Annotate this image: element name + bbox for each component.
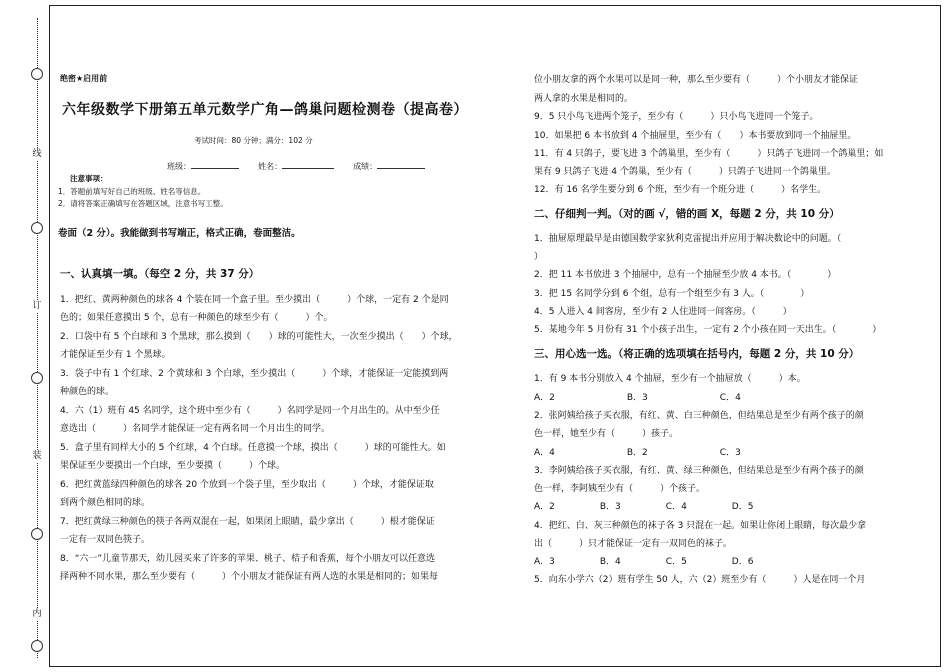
question-line: 12．有 16 名学生要分到 6 个班，至少有一个班分进（ ）名学生。 <box>534 185 827 195</box>
question-line: 10．如果把 6 本书放到 4 个抽屉里，至少有（ ）本书要放到同一个抽屉里。 <box>534 131 857 141</box>
question-line: 才能保证至少有 1 个黑球。 <box>60 350 171 360</box>
question-line: 3．李阿姨给孩子买衣服，有红、黄、绿三种颜色，但结果总是至少有两个孩子的颜 <box>534 466 864 476</box>
exam-title: 六年级数学下册第五单元数学广角—鸽巢问题检测卷（提高卷） <box>62 102 468 118</box>
question-line: 色一样，她至少有（ ）孩子。 <box>534 429 679 439</box>
question-line: 2．口袋中有 5 个白球和 3 个黑球，那么摸到（ ）球的可能性大，一次至少摸出（ ）个球， <box>60 332 458 342</box>
question-line: 5．某地今年 5 月份有 31 个小孩子出生，一定有 2 个小孩在同一天出生。（ ） <box>534 325 882 335</box>
exam-info: 考试时间：80 分钟；满分：102 分 <box>194 136 313 145</box>
question-line: 7．把红黄绿三种颜色的筷子各两双混在一起，如果闭上眼睛，最少拿出（ ）根才能保证 <box>60 517 435 527</box>
question-line: 5．向东小学六（2）班有学生 50 人，六（2）班至少有（ ）人是在同一个月 <box>534 575 866 585</box>
question-line: 果保证至少要摸出一个白球，至少要摸（ ）个球。 <box>60 461 286 471</box>
option-row: A．2 B．3 C．4 <box>534 393 741 403</box>
question-line: ） <box>534 252 544 262</box>
question-line: 果有 9 只鸽子飞进 4 个鸽巢，至少有（ ）只鸽子飞进同一个鸽巢里。 <box>534 167 836 177</box>
question-line: 4．5 人进入 4 间客房，至少有 2 人住进同一间客房。（ ） <box>534 307 792 317</box>
binding-char-ding: 订 <box>29 300 45 312</box>
score-field[interactable] <box>377 159 425 169</box>
neat-writing-note: 卷面（2 分）。我能做到书写端正，格式正确，卷面整洁。 <box>58 228 301 239</box>
binding-circle <box>31 528 43 540</box>
binding-circle <box>31 68 43 80</box>
binding-margin <box>25 10 47 660</box>
section-2-heading: 二、仔细判一判。（对的画 √，错的画 X，每题 2 分，共 10 分） <box>534 208 840 220</box>
class-label: 班级： <box>167 162 191 171</box>
question-line: 4．把红、白、灰三种颜色的袜子各 3 只混在一起。如果让你闭上眼睛，每次最少拿 <box>534 521 867 531</box>
binding-char-zhuang: 装 <box>29 450 45 462</box>
binding-char-nei: 内 <box>29 608 45 620</box>
question-line: 2．张阿姨给孩子买衣服，有红、黄、白三种颜色，但结果总是至少有两个孩子的颜 <box>534 411 864 421</box>
name-field[interactable] <box>282 159 334 169</box>
binding-circle <box>31 372 43 384</box>
question-line: 两人拿的水果是相同的。 <box>534 94 634 104</box>
student-info-row <box>167 159 425 173</box>
question-line: 择两种不同水果，那么至少要有（ ）个小朋友才能保证有两人选的水果是相同的；如果每 <box>60 572 439 582</box>
question-line: 4．六（1）班有 45 名同学，这个班中至少有（ ）名同学是同一个月出生的。从中至少任 <box>60 406 440 416</box>
section-3-heading: 三、用心选一选。（将正确的选项填在括号内，每题 2 分，共 10 分） <box>534 348 860 360</box>
question-line: 意选出（ ）名同学才能保证一定有两名同一个月出生的同学。 <box>60 424 331 434</box>
question-line: 种颜色的球。 <box>60 387 115 397</box>
binding-circle <box>31 640 43 652</box>
name-label: 姓名： <box>258 162 283 171</box>
question-line: 3．把 15 名同学分到 6 个组，总有一个组至少有 3 人。（ ） <box>534 289 810 299</box>
secret-label: 绝密★启用前 <box>60 74 108 83</box>
question-line: 一定有一双同色筷子。 <box>60 535 151 545</box>
option-row: A．4 B．2 C．3 <box>534 448 741 458</box>
question-line: 5．盒子里有同样大小的 5 个红球，4 个白球。任意摸一个球，摸出（ ）球的可能性大。如 <box>60 443 446 453</box>
question-line: 11．有 4 只鸽子，要飞进 3 个鸽巢里，至少有（ ）只鸽子飞进同一个鸽巢里；如 <box>534 149 884 159</box>
question-line: 位小朋友拿的两个水果可以是同一种，那么至少要有（ ）个小朋友才能保证 <box>534 75 859 85</box>
question-line: 到两个颜色相同的球。 <box>60 498 151 508</box>
question-line: 1．抽屉原理最早是由德国数学家狄利克雷提出并应用于解决数论中的问题。（ <box>534 234 842 244</box>
question-line: 9．5 只小鸟飞进两个笼子，至少有（ ）只小鸟飞进同一个笼子。 <box>534 112 819 122</box>
question-line: 色一样，李阿姨至少有（ ）个孩子。 <box>534 484 706 494</box>
question-line: 8．“六一”儿童节那天，幼儿园买来了许多的苹果、桃子、桔子和香蕉，每个小朋友可以任意选 <box>60 554 436 564</box>
option-row: A．2 B．3 C．4 D．5 <box>534 502 754 512</box>
question-line: 1．把红、黄两种颜色的球各 4 个装在同一个盒子里。至少摸出（ ）个球，一定有 2 个是同 <box>60 295 449 305</box>
notice-item: 2．请将答案正确填写在答题区域，注意书写工整。 <box>58 199 228 208</box>
option-row: A．3 B．4 C．5 D．6 <box>534 557 754 567</box>
question-line: 出（ ）只才能保证一定有一双同色的袜子。 <box>534 539 733 549</box>
question-line: 3．袋子中有 1 个红球、2 个黄球和 3 个白球，至少摸出（ ）个球，才能保证一定能摸到两 <box>60 369 449 379</box>
question-line: 6．把红黄蓝绿四种颜色的球各 20 个放到一个袋子里，至少取出（ ）个球，才能保证取 <box>60 480 434 490</box>
score-label: 成绩： <box>353 162 378 171</box>
binding-circle <box>31 222 43 234</box>
class-field[interactable] <box>191 159 239 169</box>
question-line: 1．有 9 本书分别放入 4 个抽屉，至少有一个抽屉放（ ）本。 <box>534 374 806 384</box>
notice-title: 注意事项： <box>70 174 108 183</box>
question-line: 2．把 11 本书放进 3 个抽屉中，总有一个抽屉至少放 4 本书。（ ） <box>534 270 837 280</box>
section-1-heading: 一、认真填一填。（每空 2 分，共 37 分） <box>60 268 260 280</box>
question-line: 色的；如果任意摸出 5 个，总有一种颜色的球至少有（ ）个。 <box>60 313 333 323</box>
binding-dotted-line <box>37 18 38 658</box>
notice-item: 1．答题前填写好自己的班级、姓名等信息。 <box>58 187 206 196</box>
binding-char-xian: 线 <box>29 148 45 160</box>
